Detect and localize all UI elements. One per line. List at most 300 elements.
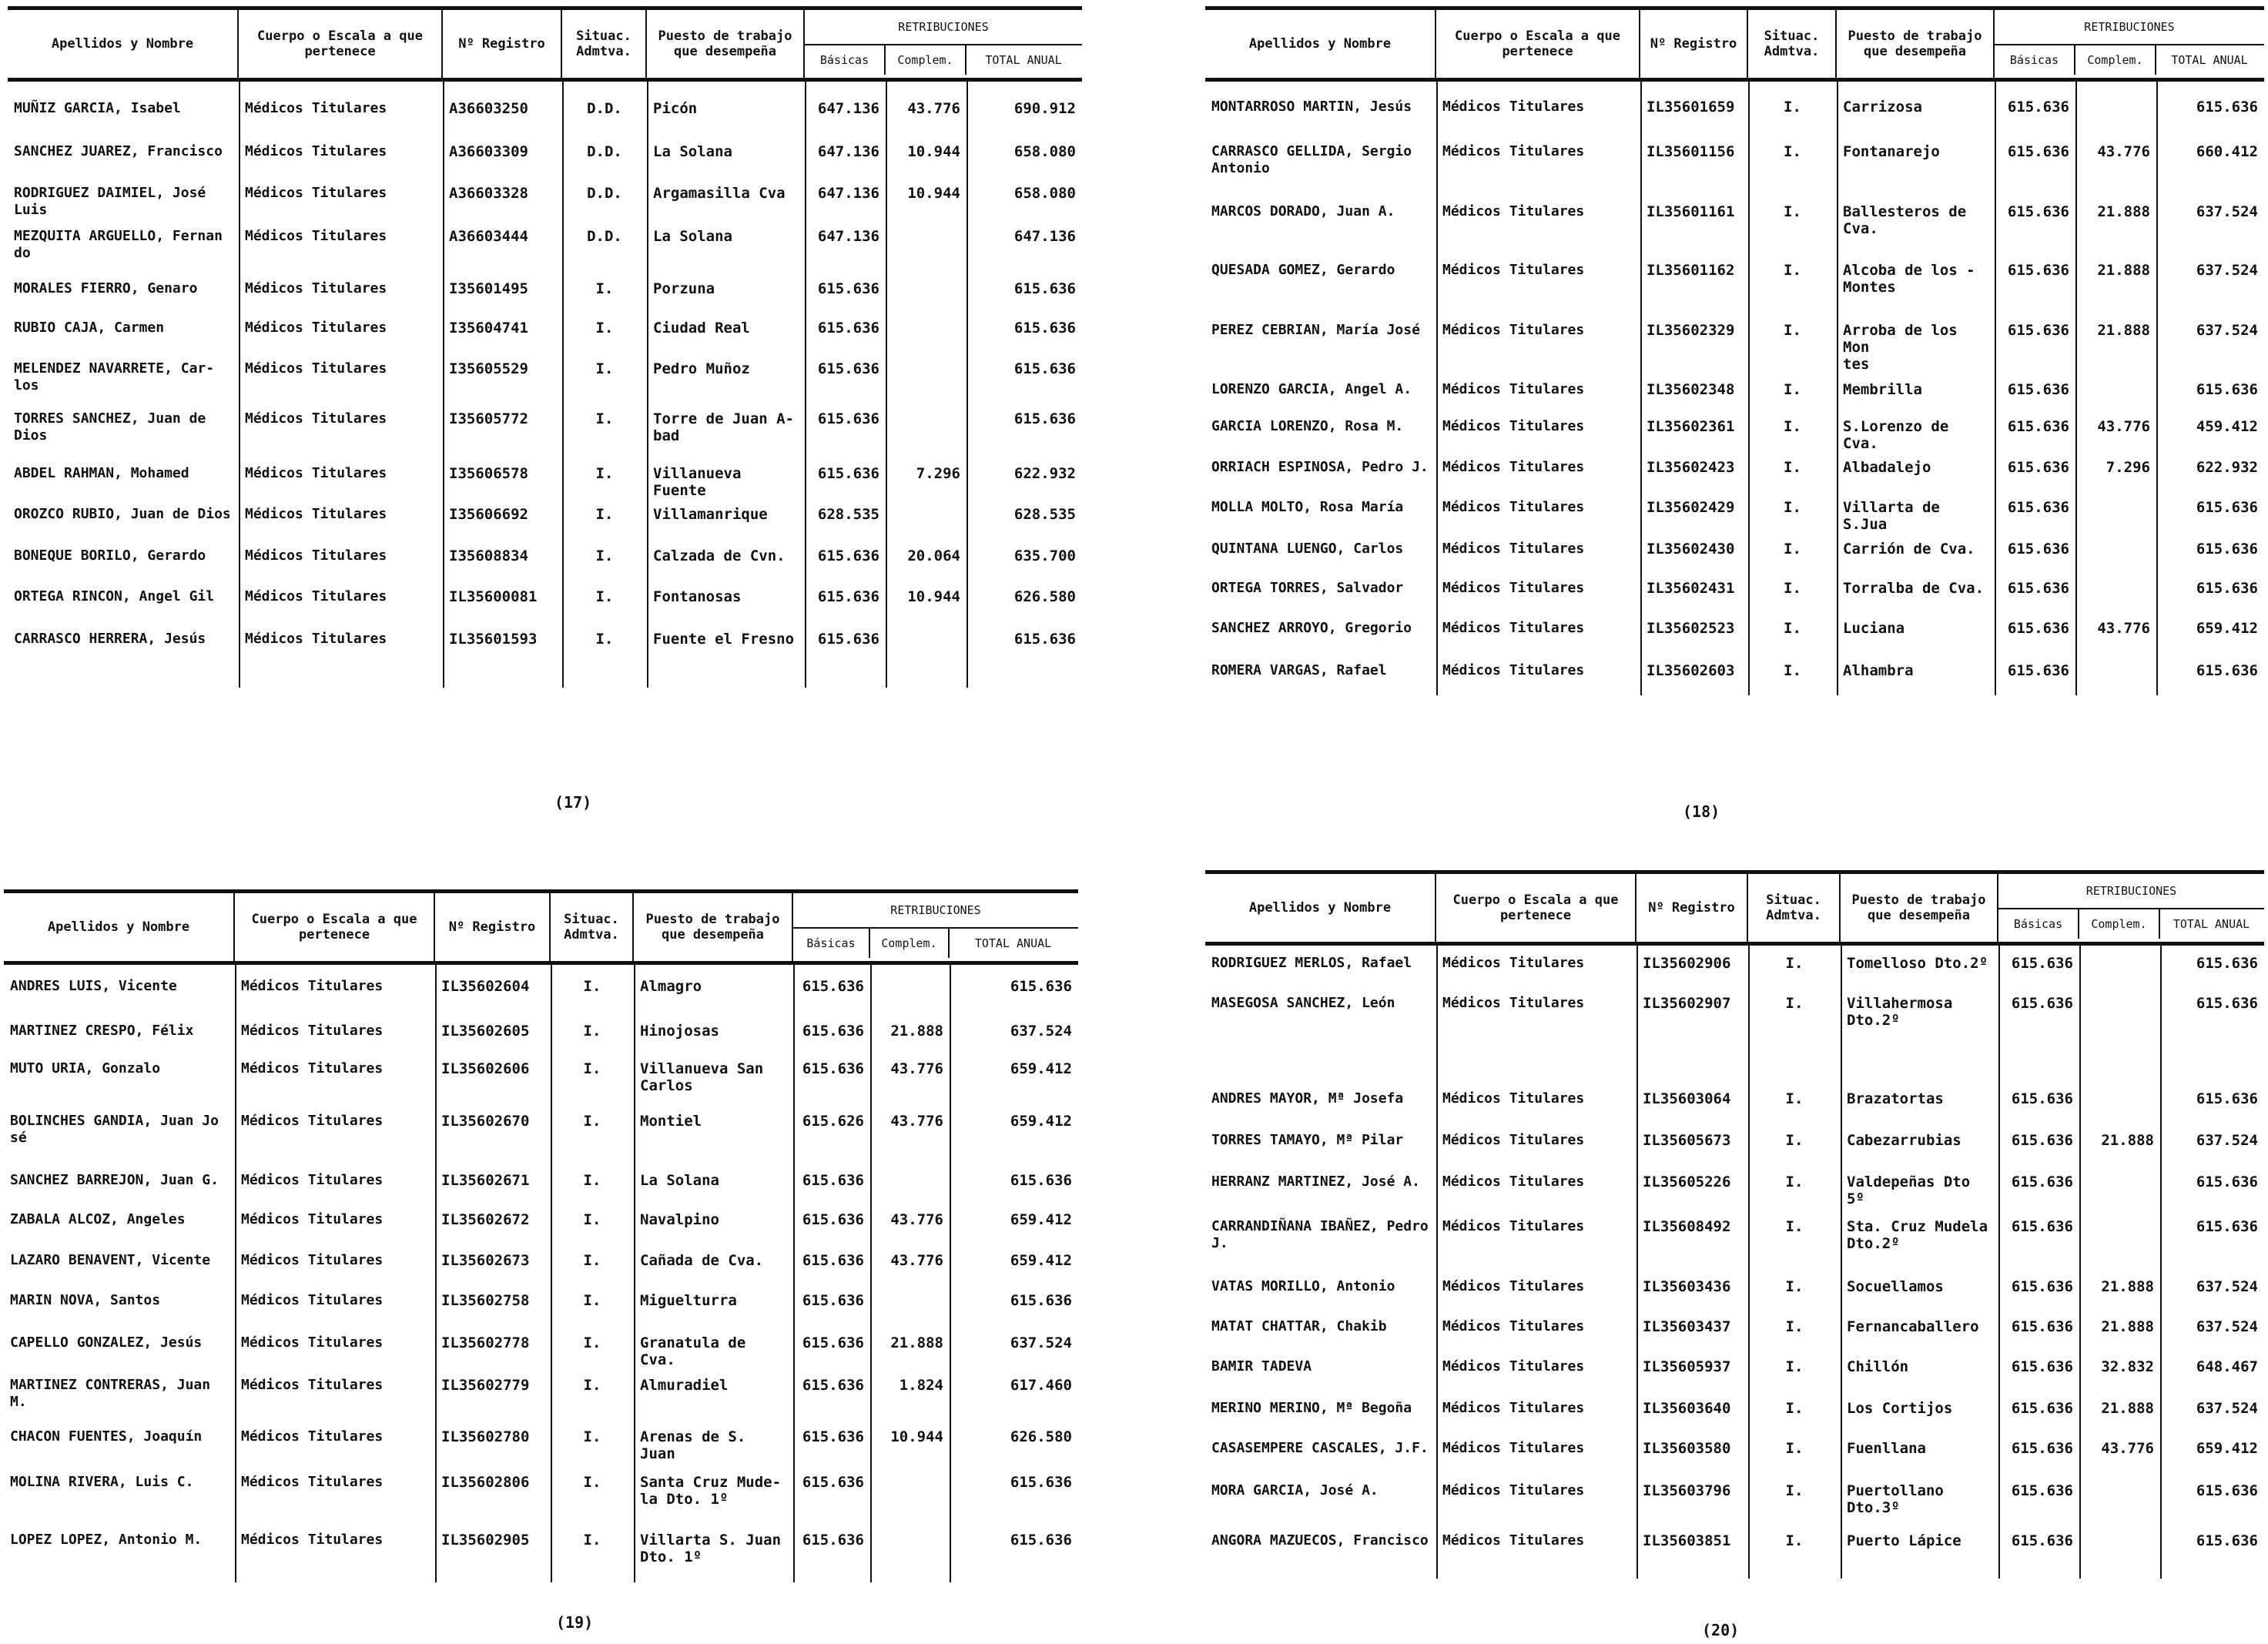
cell-cuerpo: Médicos Titulares [1442, 99, 1585, 115]
cell-cuerpo: Médicos Titulares [1442, 499, 1585, 515]
column-rule [1998, 942, 2000, 1579]
header-complem: Complem. [2079, 909, 2160, 939]
cell-puesto: Carrión de Cva. [1843, 541, 1975, 557]
cell-complem: 21.888 [2101, 1278, 2154, 1295]
cell-total: 459.412 [2196, 418, 2258, 435]
cell-complem: 43.776 [890, 1113, 943, 1130]
cell-registro: I35606578 [449, 465, 528, 482]
cell-cuerpo: Médicos Titulares [241, 1532, 384, 1548]
cell-basicas: 647.136 [817, 100, 879, 117]
cell-situac: I. [1785, 1358, 1804, 1375]
cell-cuerpo: Médicos Titulares [1442, 1090, 1585, 1107]
cell-complem: 32.832 [2101, 1358, 2154, 1375]
cell-total: 615.636 [2196, 99, 2258, 116]
cell-registro: IL35602604 [441, 978, 530, 995]
cell-registro: IL35600081 [449, 588, 538, 605]
cell-nombre: RODRIGUEZ DAIMIEL, José Luis [14, 185, 206, 218]
cell-puesto: Alcoba de los - Montes [1843, 262, 1975, 296]
cell-cuerpo: Médicos Titulares [1442, 662, 1585, 678]
table-header [4, 889, 1078, 965]
column-rule [1436, 942, 1438, 1579]
cell-nombre: CARRASCO GELLIDA, Sergio Antonio [1211, 143, 1412, 176]
cell-puesto: Porzuna [653, 280, 715, 297]
cell-basicas: 615.636 [2007, 143, 2069, 160]
cell-registro: IL35603851 [1643, 1532, 1731, 1549]
cell-registro: IL35603640 [1643, 1400, 1731, 1417]
header-retribuciones: RETRIBUCIONES [1995, 10, 2264, 45]
cell-situac: I. [1784, 99, 1801, 116]
cell-registro: A36603444 [449, 228, 528, 245]
cell-situac: I. [595, 465, 614, 482]
cell-nombre: MORA GARCIA, José A. [1211, 1482, 1379, 1498]
column-rule [950, 961, 951, 1582]
cell-cuerpo: Médicos Titulares [245, 185, 387, 201]
cell-total: 648.467 [2196, 1358, 2258, 1375]
cell-total: 615.636 [2196, 995, 2258, 1012]
cell-registro: IL35602780 [441, 1428, 530, 1445]
cell-total: 626.580 [1010, 1428, 1072, 1445]
cell-basicas: 615.636 [2011, 1132, 2073, 1149]
cell-situac: I. [583, 1172, 601, 1189]
cell-complem: 43.776 [2097, 418, 2150, 435]
cell-situac: I. [1784, 203, 1801, 220]
cell-puesto: Navalpino [640, 1211, 719, 1228]
cell-basicas: 615.636 [802, 1252, 864, 1269]
page-number: (19) [556, 1613, 594, 1632]
cell-total: 617.460 [1010, 1377, 1072, 1394]
table-header [1205, 870, 2264, 946]
header-complem: Complem. [870, 929, 950, 958]
cell-basicas: 615.636 [802, 1474, 864, 1491]
cell-registro: IL35602423 [1647, 459, 1735, 476]
column-rule [647, 78, 648, 688]
cell-total: 659.412 [2196, 620, 2258, 637]
cell-situac: I. [1784, 620, 1801, 637]
cell-total: 637.524 [2196, 1400, 2258, 1417]
cell-complem: 10.944 [890, 1428, 943, 1445]
header-complem: Complem. [2075, 45, 2156, 75]
cell-situac: I. [1785, 1482, 1804, 1499]
cell-cuerpo: Médicos Titulares [245, 228, 387, 244]
cell-basicas: 615.636 [2011, 1218, 2073, 1235]
cell-cuerpo: Médicos Titulares [245, 280, 387, 296]
cell-nombre: MOLLA MOLTO, Rosa María [1211, 499, 1404, 515]
cell-situac: I. [1784, 262, 1801, 279]
cell-situac: I. [1785, 1218, 1804, 1235]
cell-cuerpo: Médicos Titulares [245, 100, 387, 116]
cell-registro: IL35602523 [1647, 620, 1735, 637]
cell-basicas: 615.636 [2007, 99, 2069, 116]
header-nombre: Apellidos y Nombre [1205, 874, 1436, 942]
cell-nombre: CHACON FUENTES, Joaquín [10, 1428, 203, 1445]
cell-registro: IL35603064 [1643, 1090, 1731, 1107]
cell-situac: I. [583, 978, 601, 995]
cell-nombre: ANGORA MAZUECOS, Francisco [1211, 1532, 1429, 1549]
header-nombre: Apellidos y Nombre [1205, 10, 1436, 78]
cell-basicas: 615.636 [2007, 322, 2069, 339]
cell-nombre: LAZARO BENAVENT, Vicente [10, 1252, 211, 1268]
cell-puesto: Los Cortijos [1847, 1400, 1953, 1417]
cell-cuerpo: Médicos Titulares [241, 1023, 384, 1039]
cell-total: 615.636 [1013, 280, 1076, 297]
header-cuerpo: Cuerpo o Escala a que pertenece [239, 10, 443, 78]
column-rule [1748, 78, 1750, 695]
cell-basicas: 615.636 [802, 1292, 864, 1309]
cell-basicas: 615.636 [2011, 1174, 2073, 1190]
cell-complem: 43.776 [890, 1060, 943, 1077]
cell-cuerpo: Médicos Titulares [241, 978, 384, 994]
cell-registro: IL35602603 [1647, 662, 1735, 679]
column-rule [886, 78, 887, 688]
cell-complem: 10.944 [907, 185, 960, 202]
cell-puesto: Socuellamos [1847, 1278, 1944, 1295]
header-situac: Situac. Admtva. [1748, 10, 1837, 78]
cell-total: 626.580 [1013, 588, 1076, 605]
cell-basicas: 615.636 [2007, 203, 2069, 220]
cell-situac: I. [583, 1060, 601, 1077]
header-nombre: Apellidos y Nombre [4, 893, 235, 961]
cell-nombre: MARTINEZ CRESPO, Félix [10, 1023, 194, 1039]
cell-registro: IL35605226 [1643, 1174, 1731, 1190]
page-number: (20) [1702, 1621, 1740, 1639]
cell-cuerpo: Médicos Titulares [245, 547, 387, 564]
header-total: TOTAL ANUAL [985, 53, 1062, 67]
cell-registro: IL35602779 [441, 1377, 530, 1394]
cell-registro: IL35602431 [1647, 580, 1735, 597]
cell-nombre: QUINTANA LUENGO, Carlos [1211, 541, 1404, 557]
cell-total: 659.412 [1010, 1113, 1072, 1130]
cell-nombre: ANDRES LUIS, Vicente [10, 978, 177, 994]
cell-puesto: Miguelturra [640, 1292, 737, 1309]
header-retribuciones: RETRIBUCIONES [805, 10, 1082, 45]
cell-nombre: MEZQUITA ARGUELLO, Fernan do [14, 228, 223, 261]
table-panel [1205, 6, 2264, 703]
cell-complem: 21.888 [890, 1023, 943, 1040]
cell-registro: IL35601659 [1647, 99, 1735, 116]
cell-cuerpo: Médicos Titulares [245, 360, 387, 377]
cell-basicas: 615.636 [802, 1377, 864, 1394]
cell-basicas: 615.636 [2007, 662, 2069, 679]
cell-basicas: 615.636 [2011, 1358, 2073, 1375]
cell-puesto: Torralba de Cva. [1843, 580, 1985, 597]
cell-complem: 43.776 [2097, 143, 2150, 160]
table-panel [8, 6, 1082, 695]
column-rule [1436, 78, 1438, 695]
column-rule [634, 961, 635, 1582]
column-rule [1640, 78, 1642, 695]
cell-complem: 21.888 [2101, 1400, 2154, 1417]
header-nombre: Apellidos y Nombre [8, 10, 239, 78]
cell-cuerpo: Médicos Titulares [1442, 1532, 1585, 1549]
cell-cuerpo: Médicos Titulares [1442, 1440, 1585, 1456]
table-panel [4, 889, 1078, 1590]
cell-total: 659.412 [1010, 1211, 1072, 1228]
cell-registro: IL35605937 [1643, 1358, 1731, 1375]
cell-registro: IL35601593 [449, 631, 538, 648]
cell-situac: I. [1785, 1174, 1804, 1190]
cell-total: 637.524 [2196, 1318, 2258, 1335]
header-total: TOTAL ANUAL [974, 936, 1052, 950]
cell-basicas: 615.636 [817, 631, 879, 648]
cell-registro: IL35602906 [1643, 955, 1731, 972]
cell-basicas: 615.636 [802, 1428, 864, 1445]
cell-registro: IL35602905 [441, 1532, 530, 1549]
header-situac: Situac. Admtva. [562, 10, 647, 78]
cell-total: 637.524 [2196, 1132, 2258, 1149]
cell-cuerpo: Médicos Titulares [1442, 580, 1585, 596]
cell-registro: IL35603796 [1643, 1482, 1731, 1499]
cell-basicas: 615.636 [2011, 995, 2073, 1012]
cell-nombre: ORTEGA RINCON, Angel Gil [14, 588, 215, 604]
cell-basicas: 615.636 [817, 410, 879, 427]
cell-puesto: Arroba de los Mon tes [1843, 322, 1958, 373]
column-rule [2160, 942, 2162, 1579]
cell-total: 615.636 [2196, 1090, 2258, 1107]
cell-cuerpo: Médicos Titulares [241, 1211, 384, 1227]
cell-nombre: ZABALA ALCOZ, Angeles [10, 1211, 186, 1227]
cell-puesto: Albadalejo [1843, 459, 1931, 476]
cell-registro: A36603328 [449, 185, 528, 202]
cell-total: 615.636 [2196, 955, 2258, 972]
cell-complem: 43.776 [907, 100, 960, 117]
cell-total: 622.932 [2196, 459, 2258, 476]
cell-situac: I. [1785, 1532, 1804, 1549]
cell-total: 615.636 [1013, 410, 1076, 427]
cell-basicas: 615.636 [2007, 499, 2069, 516]
cell-total: 659.412 [1010, 1252, 1072, 1269]
cell-cuerpo: Médicos Titulares [1442, 1174, 1585, 1190]
cell-complem: 43.776 [890, 1211, 943, 1228]
cell-registro: IL35602758 [441, 1292, 530, 1309]
cell-nombre: OROZCO RUBIO, Juan de Dios [14, 506, 231, 522]
cell-total: 615.636 [1010, 978, 1072, 995]
cell-total: 637.524 [1010, 1334, 1072, 1351]
cell-situac: I. [583, 1532, 601, 1549]
cell-cuerpo: Médicos Titulares [1442, 203, 1585, 219]
cell-puesto: La Solana [640, 1172, 719, 1189]
cell-registro: IL35602670 [441, 1113, 530, 1130]
cell-nombre: VATAS MORILLO, Antonio [1211, 1278, 1395, 1294]
cell-nombre: SANCHEZ JUAREZ, Francisco [14, 143, 223, 159]
cell-registro: IL35608492 [1643, 1218, 1731, 1235]
cell-situac: I. [1784, 580, 1801, 597]
cell-situac: I. [1784, 541, 1801, 557]
cell-basicas: 615.636 [2011, 1400, 2073, 1417]
cell-situac: D.D. [587, 100, 622, 117]
cell-puesto: Picón [653, 100, 698, 117]
cell-total: 615.636 [2196, 1218, 2258, 1235]
cell-registro: IL35602672 [441, 1211, 530, 1228]
cell-complem: 43.776 [2097, 620, 2150, 637]
cell-nombre: ROMERA VARGAS, Rafael [1211, 662, 1387, 678]
column-rule [870, 961, 872, 1582]
cell-nombre: SANCHEZ BARREJON, Juan G. [10, 1172, 219, 1188]
cell-nombre: ANDRES MAYOR, Mª Josefa [1211, 1090, 1404, 1107]
cell-cuerpo: Médicos Titulares [241, 1252, 384, 1268]
cell-total: 637.524 [2196, 1278, 2258, 1295]
cell-basicas: 615.636 [2011, 1278, 2073, 1295]
cell-situac: I. [1784, 143, 1801, 160]
cell-puesto: Fuenllana [1847, 1440, 1926, 1457]
column-rule [235, 961, 236, 1582]
cell-situac: I. [583, 1211, 601, 1228]
cell-nombre: CARRANDIÑANA IBAÑEZ, Pedro J. [1211, 1218, 1429, 1251]
cell-cuerpo: Médicos Titulares [245, 320, 387, 336]
cell-registro: IL35602671 [441, 1172, 530, 1189]
cell-situac: I. [1784, 499, 1801, 516]
cell-registro: A36603250 [449, 100, 528, 117]
cell-complem: 20.064 [907, 547, 960, 564]
cell-registro: I35601495 [449, 280, 528, 297]
cell-basicas: 647.136 [817, 143, 879, 160]
table-panel [1205, 870, 2264, 1586]
cell-complem: 10.944 [907, 143, 960, 160]
cell-registro: IL35602778 [441, 1334, 530, 1351]
header-cuerpo: Cuerpo o Escala a que pertenece [1436, 874, 1637, 942]
column-rule [966, 78, 968, 688]
cell-puesto: Sta. Cruz Mudela Dto.2º [1847, 1218, 1988, 1252]
header-puesto: Puesto de trabajo que desempeña [1837, 10, 1995, 78]
cell-cuerpo: Médicos Titulares [1442, 262, 1585, 278]
cell-nombre: LORENZO GARCIA, Angel A. [1211, 381, 1412, 397]
cell-puesto: La Solana [653, 228, 732, 245]
cell-nombre: PEREZ CEBRIAN, María José [1211, 322, 1420, 338]
cell-registro: I35605772 [449, 410, 528, 427]
cell-cuerpo: Médicos Titulares [1442, 1482, 1585, 1498]
cell-basicas: 615.636 [2007, 580, 2069, 597]
column-rule [551, 961, 552, 1582]
cell-puesto: Fontanarejo [1843, 143, 1940, 160]
column-rule [1995, 78, 1996, 695]
cell-situac: I. [1785, 1278, 1804, 1295]
table-header [8, 6, 1082, 82]
cell-puesto: Fontanosas [653, 588, 742, 605]
cell-total: 615.636 [2196, 541, 2258, 557]
cell-cuerpo: Médicos Titulares [241, 1428, 384, 1445]
cell-registro: IL35602429 [1647, 499, 1735, 516]
header-basicas: Básicas [805, 45, 886, 75]
cell-situac: D.D. [587, 228, 622, 245]
cell-cuerpo: Médicos Titulares [1442, 322, 1585, 338]
header-total: TOTAL ANUAL [2171, 53, 2248, 67]
cell-cuerpo: Médicos Titulares [245, 465, 387, 481]
cell-basicas: 615.636 [2007, 262, 2069, 279]
cell-nombre: ABDEL RAHMAN, Mohamed [14, 465, 189, 481]
column-rule [2156, 78, 2158, 695]
cell-cuerpo: Médicos Titulares [1442, 1318, 1585, 1334]
header-puesto: Puesto de trabajo que desempeña [1841, 874, 1998, 942]
header-registro: Nº Registro [1640, 10, 1748, 78]
column-rule [435, 961, 437, 1582]
cell-puesto: Villanueva San Carlos [640, 1060, 764, 1094]
cell-cuerpo: Médicos Titulares [1442, 995, 1585, 1011]
cell-nombre: HERRANZ MARTINEZ, José A. [1211, 1174, 1420, 1190]
cell-total: 615.636 [1013, 360, 1076, 377]
cell-total: 659.412 [2196, 1440, 2258, 1457]
cell-total: 615.636 [1013, 320, 1076, 337]
cell-situac: I. [1785, 1090, 1804, 1107]
cell-total: 658.080 [1013, 143, 1076, 160]
column-rule [1837, 78, 1838, 695]
cell-situac: I. [1785, 1132, 1804, 1149]
cell-puesto: Tomelloso Dto.2º [1847, 955, 1988, 972]
cell-nombre: CARRASCO HERRERA, Jesús [14, 631, 206, 647]
cell-puesto: Villamanrique [653, 506, 768, 523]
column-rule [1841, 942, 1842, 1579]
cell-registro: I35604741 [449, 320, 528, 337]
cell-cuerpo: Médicos Titulares [1442, 620, 1585, 636]
cell-nombre: MUÑIZ GARCIA, Isabel [14, 100, 181, 116]
cell-complem: 7.296 [2106, 459, 2150, 476]
cell-situac: I. [595, 631, 614, 648]
cell-total: 637.524 [2196, 262, 2258, 279]
cell-basicas: 615.636 [802, 1172, 864, 1189]
cell-basicas: 615.636 [817, 360, 879, 377]
cell-situac: I. [1784, 418, 1801, 435]
cell-complem: 1.824 [899, 1377, 943, 1394]
cell-situac: I. [1785, 1440, 1804, 1457]
header-registro: Nº Registro [443, 10, 562, 78]
cell-situac: I. [595, 360, 614, 377]
cell-basicas: 615.636 [2007, 459, 2069, 476]
column-rule [805, 78, 806, 688]
cell-cuerpo: Médicos Titulares [1442, 1400, 1585, 1416]
header-basicas: Básicas [1995, 45, 2075, 75]
cell-nombre: MOLINA RIVERA, Luis C. [10, 1474, 194, 1490]
cell-puesto: Ciudad Real [653, 320, 750, 337]
cell-puesto: Luciana [1843, 620, 1905, 637]
cell-basicas: 615.636 [802, 1532, 864, 1549]
cell-puesto: Pedro Muñoz [653, 360, 750, 377]
table-header [1205, 6, 2264, 82]
cell-registro: I35605529 [449, 360, 528, 377]
cell-puesto: Torre de Juan A- bad [653, 410, 795, 444]
cell-registro: IL35602329 [1647, 322, 1735, 339]
cell-puesto: Almagro [640, 978, 702, 995]
cell-basicas: 647.136 [817, 228, 879, 245]
cell-cuerpo: Médicos Titulares [245, 143, 387, 159]
cell-registro: IL35603580 [1643, 1440, 1731, 1457]
cell-puesto: Cañada de Cva. [640, 1252, 764, 1269]
cell-registro: IL35605673 [1643, 1132, 1731, 1149]
cell-nombre: MARCOS DORADO, Juan A. [1211, 203, 1395, 219]
cell-cuerpo: Médicos Titulares [245, 588, 387, 604]
cell-situac: I. [1785, 1400, 1804, 1417]
cell-cuerpo: Médicos Titulares [241, 1060, 384, 1076]
cell-nombre: RODRIGUEZ MERLOS, Rafael [1211, 955, 1412, 971]
cell-nombre: TORRES SANCHEZ, Juan de Dios [14, 410, 206, 444]
cell-registro: IL35602605 [441, 1023, 530, 1040]
cell-registro: IL35602348 [1647, 381, 1735, 398]
cell-total: 615.636 [1010, 1172, 1072, 1189]
cell-puesto: Brazatortas [1847, 1090, 1944, 1107]
column-rule [239, 78, 240, 688]
cell-registro: A36603309 [449, 143, 528, 160]
cell-situac: I. [1784, 381, 1801, 398]
cell-cuerpo: Médicos Titulares [1442, 955, 1585, 971]
cell-cuerpo: Médicos Titulares [1442, 459, 1585, 475]
cell-cuerpo: Médicos Titulares [241, 1172, 384, 1188]
cell-situac: I. [1784, 322, 1801, 339]
column-rule [562, 78, 564, 688]
cell-puesto: Villahermosa Dto.2º [1847, 995, 1953, 1029]
cell-basicas: 615.636 [2011, 1532, 2073, 1549]
cell-nombre: ORRIACH ESPINOSA, Pedro J. [1211, 459, 1429, 475]
cell-situac: I. [595, 547, 614, 564]
cell-basicas: 615.636 [2011, 1318, 2073, 1335]
cell-nombre: CAPELLO GONZALEZ, Jesús [10, 1334, 203, 1351]
cell-puesto: Arenas de S. Juan [640, 1428, 746, 1462]
